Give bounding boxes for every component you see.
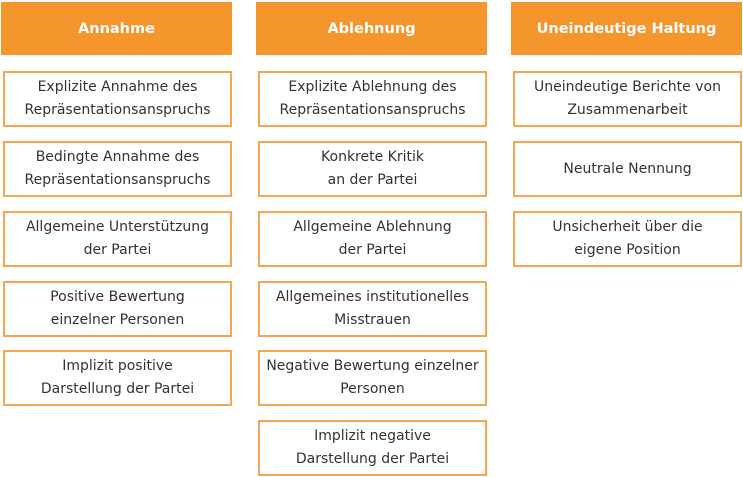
category-box — [3, 141, 232, 197]
category-label-line: Konkrete Kritik — [321, 149, 424, 165]
category-label-line: Allgemeine Ablehnung — [293, 219, 452, 235]
category-label-line: Unsicherheit über die — [552, 219, 703, 235]
category-label-line: Allgemeines institutionelles — [275, 289, 470, 305]
category-label-line: Repräsentationsanspruchs — [24, 172, 211, 188]
category-label-line: Positive Bewertung — [50, 289, 185, 305]
category-label-line: Implizit negative — [314, 428, 431, 444]
category-label-line: Bedingte Annahme des — [35, 149, 200, 165]
category-box — [258, 141, 487, 197]
category-box — [513, 71, 742, 127]
category-box — [3, 281, 232, 337]
category-label-line: eigene Position — [574, 242, 681, 258]
category-box — [258, 281, 487, 337]
category-box — [3, 211, 232, 267]
category-label-line: an der Partei — [327, 172, 418, 188]
category-label-line: Explizite Ablehnung des — [288, 79, 457, 95]
category-box — [258, 211, 487, 267]
category-label-line: Darstellung der Partei — [295, 451, 450, 467]
category-label-line: einzelner Personen — [50, 312, 185, 328]
column-header-annahme: Annahme — [1, 2, 232, 55]
category-label-line: Zusammenarbeit — [567, 102, 688, 118]
category-box — [513, 141, 742, 197]
category-label-line: Allgemeine Unterstützung — [25, 219, 210, 235]
column-header-ablehnung: Ablehnung — [256, 2, 487, 55]
category-label-line: Darstellung der Partei — [40, 381, 195, 397]
category-label-line: Neutrale Nennung — [563, 160, 692, 177]
column-header-uneindeutige-haltung: Uneindeutige Haltung — [511, 2, 742, 55]
category-box — [258, 420, 487, 476]
category-label-line: Explizite Annahme des — [37, 79, 198, 95]
category-label-line: der Partei — [338, 242, 407, 258]
category-label-line: der Partei — [83, 242, 152, 258]
category-box — [3, 350, 232, 406]
category-label-line: Misstrauen — [334, 312, 411, 328]
category-box — [3, 71, 232, 127]
category-box — [258, 350, 487, 406]
category-label-line: Personen — [340, 381, 405, 397]
category-label-line: Implizit positive — [62, 358, 173, 374]
category-box — [513, 211, 742, 267]
category-label-line: Negative Bewertung einzelner — [266, 358, 479, 374]
category-label-line: Repräsentationsanspruchs — [279, 102, 466, 118]
category-label-line: Repräsentationsanspruchs — [24, 102, 211, 118]
category-box — [258, 71, 487, 127]
category-label-line: Uneindeutige Berichte von — [534, 79, 721, 95]
